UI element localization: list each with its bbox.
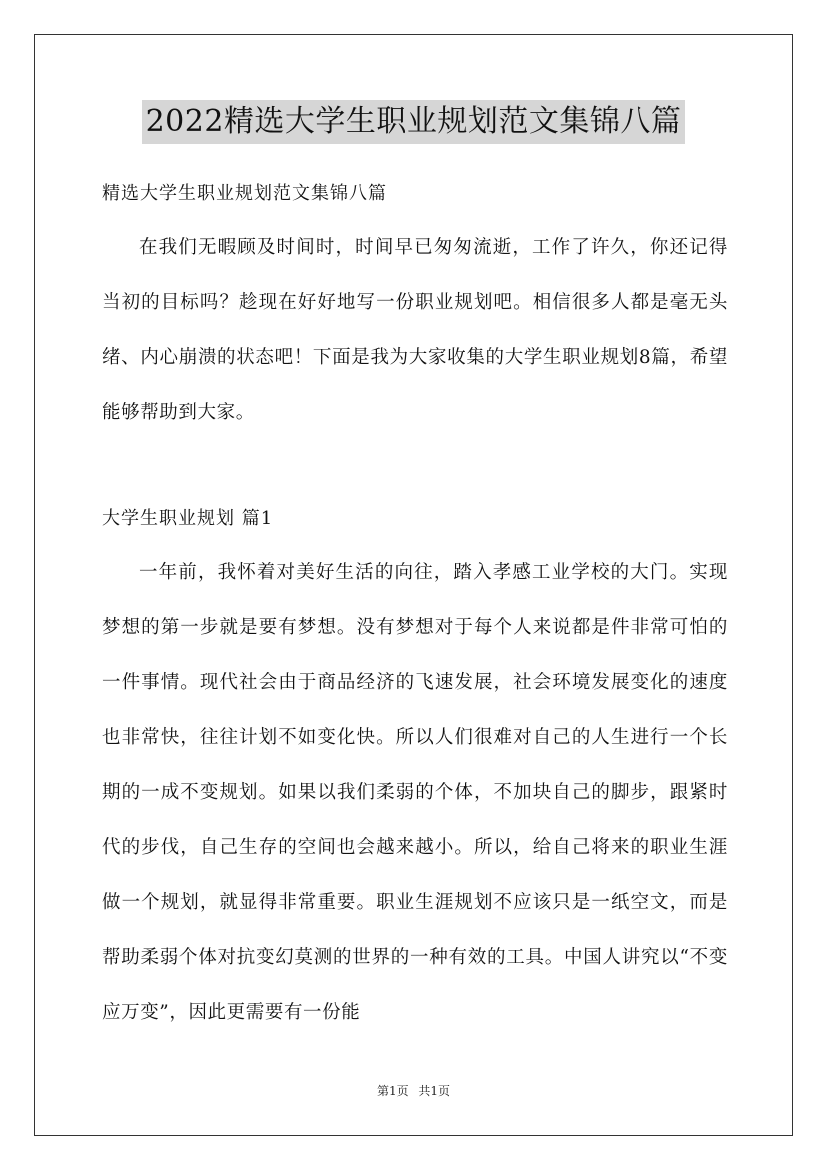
title-container <box>0 100 827 144</box>
page-total: 共1页 <box>418 1084 451 1098</box>
section-body-paragraph: 一年前，我怀着对美好生活的向往，踏入孝感工业学校的大门。实现梦想的第一步就是要有梦想。没有梦想对于每个人来说都是件非常可怕的一件事情。现代社会由于商品经济的飞速发展，社会环境发展变化的速度也非常快，往往计划不如变化快。所以人们很难对自己的人生进行一个长期的一成不变规划。如果以我们柔弱的个体，不加块自己的脚步，跟紧时代的步伐，自己生存的空间也会越来越小。所以，给自己将来的职业生涯做一个规划，就显得非常重要。职业生涯规划不应该只是一纸空文，而是帮助柔弱个体对抗变幻莫测的世界的一种有效的工具。中国人讲究以“不变应万变”，因此更需要有一份能 <box>102 562 728 1023</box>
document-subtitle: 精选大学生职业规划范文集锦八篇 <box>102 183 387 204</box>
document-title: 2022精选大学生职业规划范文集锦八篇 <box>142 100 686 144</box>
page-number: 第1页 <box>376 1084 409 1098</box>
section-heading: 大学生职业规划 篇1 <box>102 508 274 529</box>
intro-paragraph: 在我们无暇顾及时间时，时间早已匆匆流逝，工作了许久，你还记得当初的目标吗？趁现在好好地写一份职业规划吧。相信很多人都是毫无头绪、内心崩溃的状态吧！下面是我为大家收集的大学生职业规划8篇，希望能够帮助到大家。 <box>102 237 728 423</box>
page-footer <box>0 1082 827 1100</box>
